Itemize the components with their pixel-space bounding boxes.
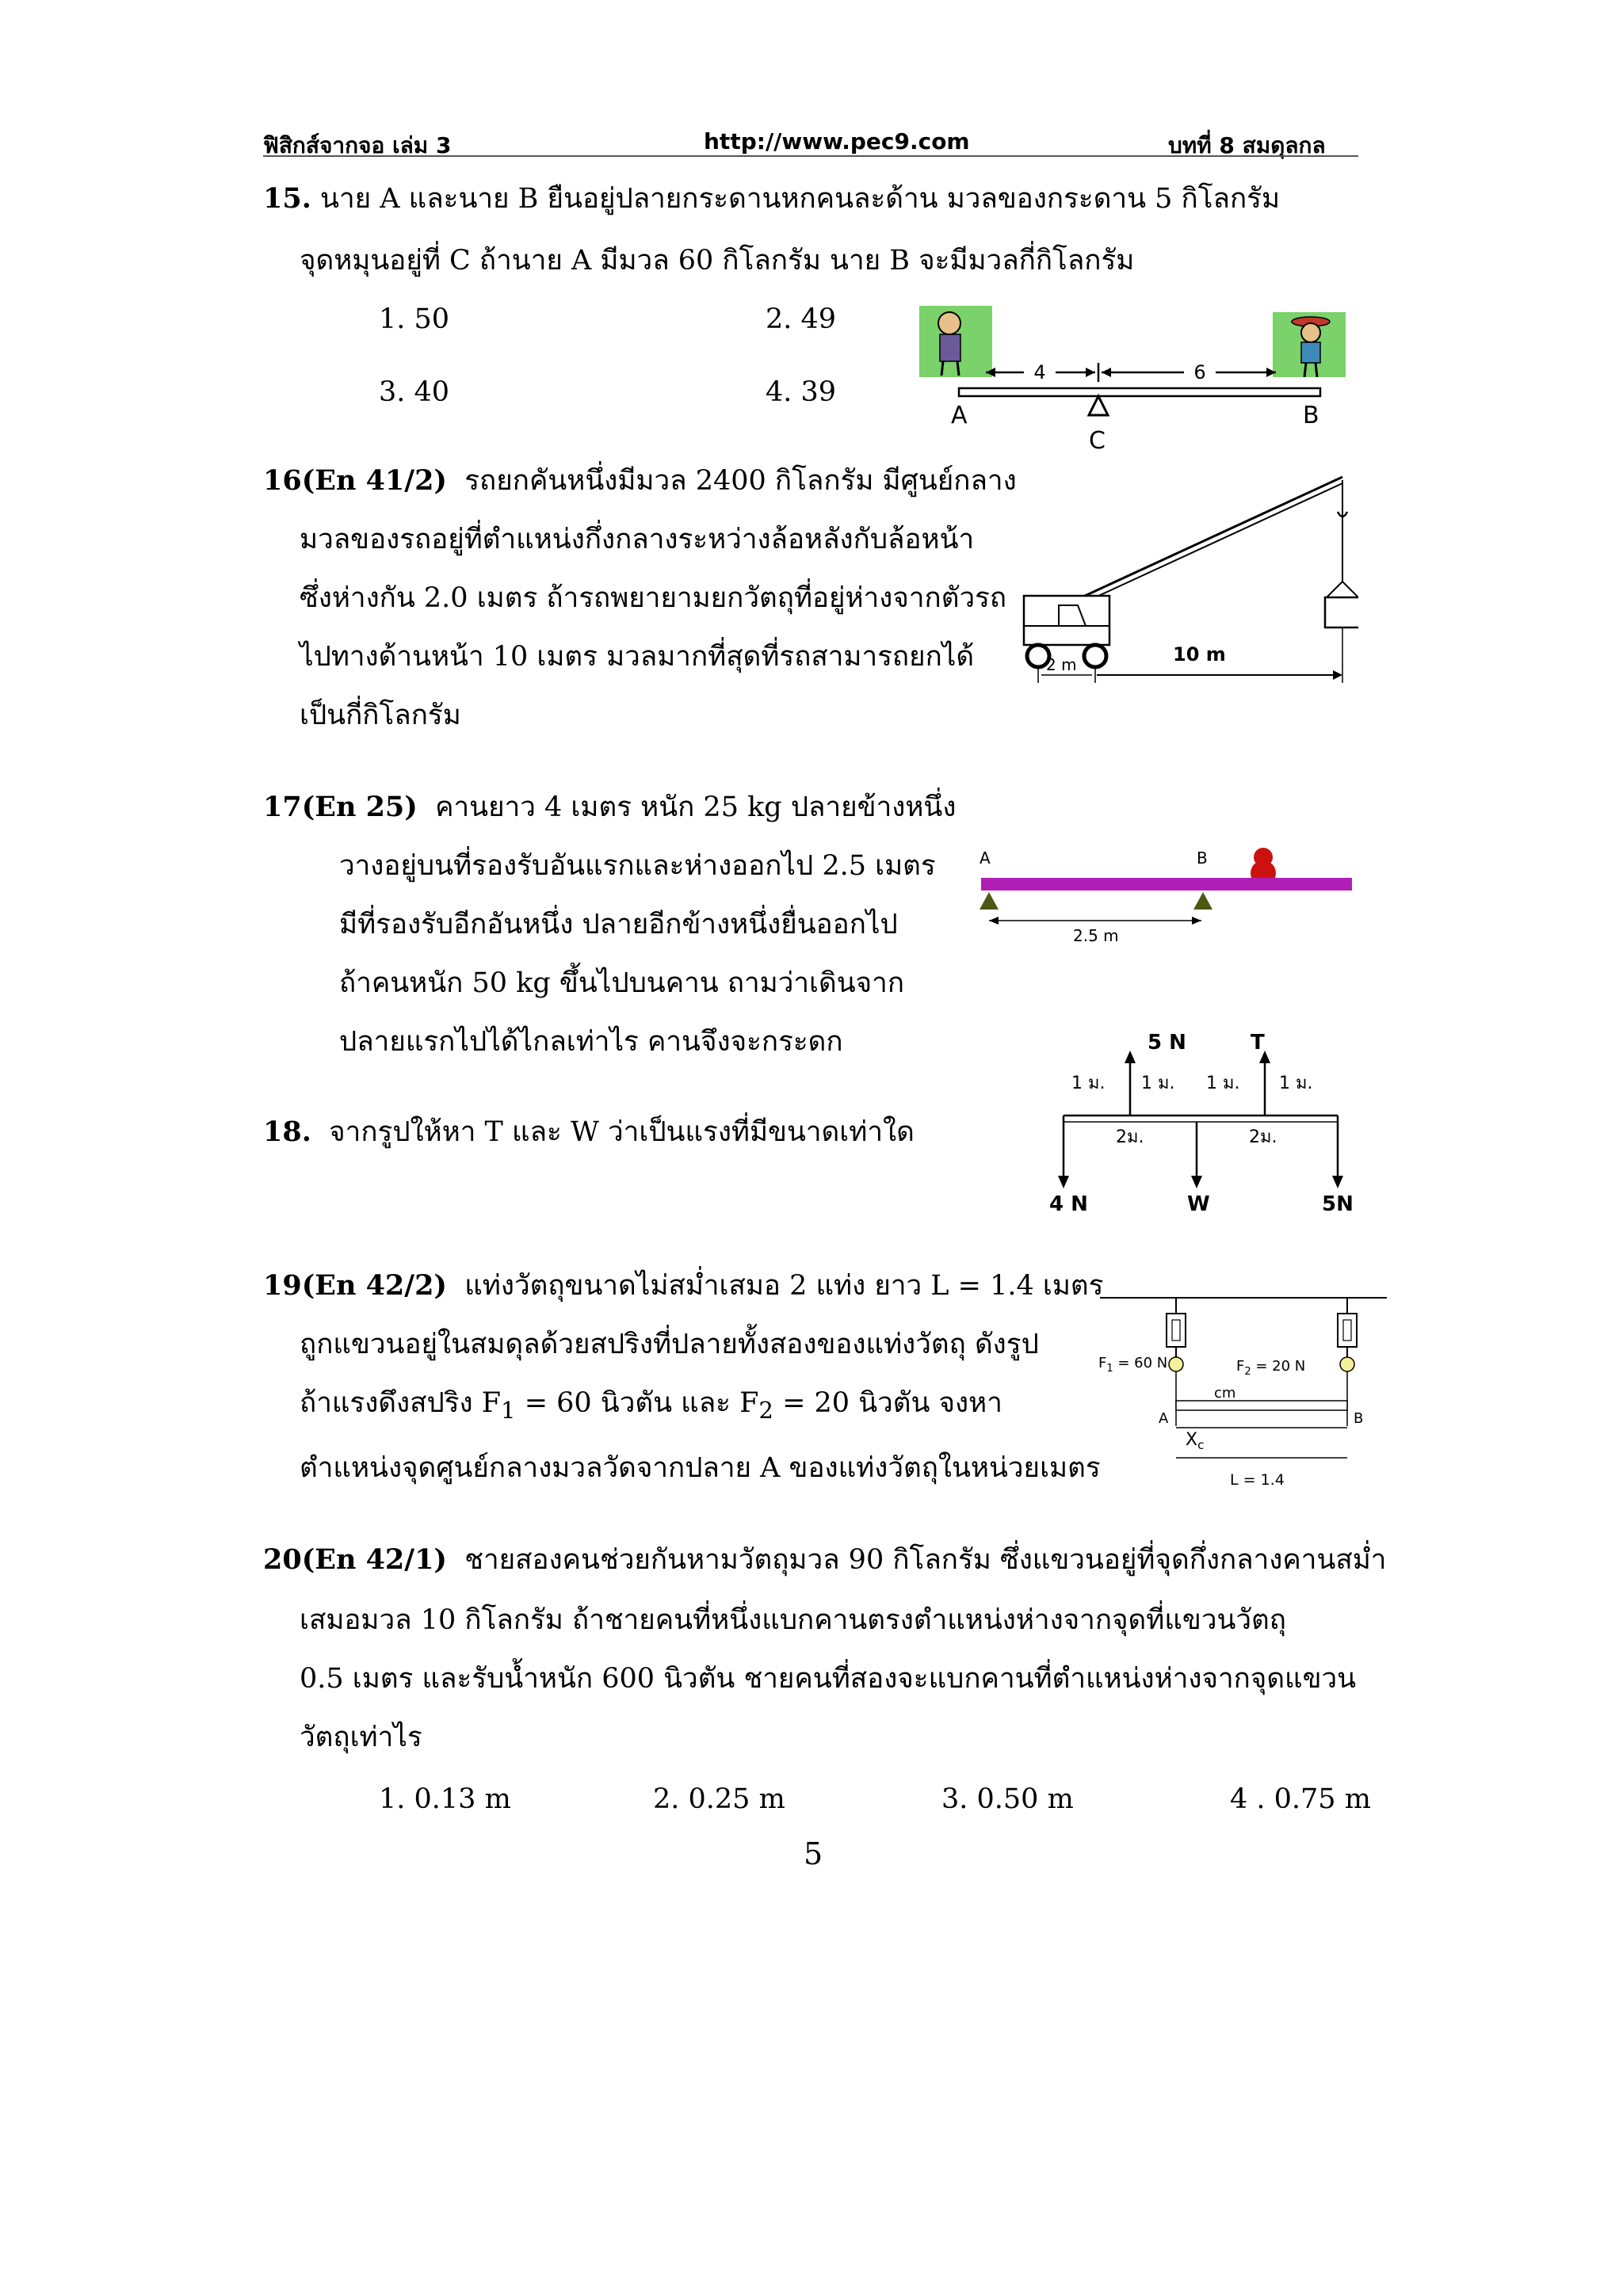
cm-label: cm — [1214, 1385, 1236, 1402]
q19-line4: ตำแหน่งจุดศูนย์กลางมวลวัดจากปลาย A ของแท่งวัตถุในหน่วยเมตร — [300, 1452, 1101, 1484]
q15-text1: นาย A และนาย B ยืนอยู่ปลายกระดานหกคนละด้าน มวลของกระดาน 5 กิโลกรัม — [320, 183, 1281, 215]
f2-label: $F_2 = 20$ N — [1236, 1358, 1306, 1378]
q16-line2: มวลของรถอยู่ที่ตำแหน่งกึ่งกลางระหว่างล้อหลังกับล้อหน้า — [300, 524, 975, 555]
label-b: B — [1197, 849, 1208, 868]
q16-line3: ซึ่งห่างกัน 2.0 เมตร ถ้ารถพยายามยกวัตถุที่อยู่ห่างจากตัวรถ — [300, 582, 1007, 614]
q15-seesaw-figure — [919, 303, 1355, 461]
q19-text3c: = 20 นิวตัน จงหา — [773, 1387, 1002, 1419]
q19-sub2: 2 — [758, 1397, 773, 1424]
label-a: A — [980, 849, 991, 868]
label-a: A — [951, 402, 968, 429]
q19-line2: ถูกแขวนอยู่ในสมดุลด้วยสปริงที่ปลายทั้งสองของแท่งวัตถุ ดังรูป — [300, 1329, 1039, 1360]
dist-4-label: 4 — [1033, 361, 1046, 383]
q19-text3a: ถ้าแรงดึงสปริง F — [300, 1387, 501, 1419]
mid-1-label: 2ม. — [1116, 1127, 1144, 1147]
rod — [1176, 1401, 1347, 1410]
q15-choice-3: 3. 40 — [379, 376, 450, 408]
seesaw-plank — [959, 388, 1320, 396]
q20-choice-3: 3. 0.50 m — [941, 1783, 1074, 1815]
q19-text1: แท่งวัตถุขนาดไม่สม่ำเสมอ 2 แท่ง ยาว L = 1.4 เมตร — [464, 1270, 1104, 1302]
q17-line5: ปลายแรกไปได้ไกลเท่าไร คานจึงจะกระดก — [339, 1026, 843, 1058]
q18-line1 — [263, 1117, 915, 1148]
down-force-2-label: W — [1187, 1192, 1210, 1216]
q17-beam-figure — [976, 832, 1357, 951]
seg-2-label: 1 ม. — [1141, 1074, 1175, 1093]
beam — [981, 878, 1352, 891]
seg-1-label: 1 ม. — [1071, 1074, 1106, 1093]
page-number: 5 — [804, 1836, 823, 1871]
q19-number: 19(En 42/2) — [263, 1269, 447, 1302]
q19-text3b: = 60 นิวตัน และ F — [515, 1387, 759, 1419]
q20-choice-1: 1. 0.13 m — [379, 1783, 511, 1815]
front-wheel — [1084, 645, 1106, 667]
q16-line1 — [263, 466, 1017, 497]
down-force-3-label: 5N — [1322, 1192, 1354, 1216]
q19-line1 — [263, 1271, 1103, 1302]
mid-2-label: 2ม. — [1249, 1127, 1277, 1147]
span-label: 2.5 m — [1073, 926, 1119, 945]
label-b: B — [1354, 1410, 1364, 1427]
length-label: L = 1.4 — [1230, 1471, 1285, 1489]
q16-text1: รถยกคันหนึ่งมีมวล 2400 กิโลกรัม มีศูนย์กลาง — [464, 465, 1017, 497]
q17-text1: คานยาว 4 เมตร หนัก 25 kg ปลายข้างหนึ่ง — [435, 791, 957, 823]
q20-line3: 0.5 เมตร และรับน้ำหนัก 600 นิวตัน ชายคนที่สองจะแบกคานที่ตำแหน่งห่างจากจุดแขวน — [300, 1663, 1357, 1695]
support-b — [1193, 892, 1212, 910]
label-b: B — [1303, 402, 1319, 429]
q17-line4: ถ้าคนหนัก 50 kg ขึ้นไปบนคาน ถามว่าเดินจาก — [339, 967, 905, 999]
q20-choice-4: 4 . 0.75 m — [1230, 1783, 1371, 1815]
up-force-2-label: T — [1251, 1031, 1265, 1055]
header-right: บทที่ 8 สมดุลกล — [1168, 132, 1326, 158]
down-force-1-label: 4 N — [1049, 1192, 1088, 1216]
label-a: A — [1159, 1410, 1169, 1427]
q18-number: 18. — [263, 1116, 311, 1148]
load-box — [1325, 597, 1358, 627]
q16-line4: ไปทางด้านหน้า 10 เมตร มวลมากที่สุดที่รถสามารถยกได้ — [300, 641, 975, 673]
person-b-icon — [1273, 312, 1346, 377]
q15-choice-2: 2. 49 — [766, 303, 837, 335]
header-rule — [263, 155, 1358, 157]
q15-number: 15. — [263, 182, 311, 215]
seg-3-label: 1 ม. — [1206, 1074, 1240, 1093]
person-a-icon — [919, 306, 992, 377]
support-a — [980, 892, 999, 910]
dist-6-label: 6 — [1193, 361, 1206, 383]
q20-choice-2: 2. 0.25 m — [653, 1783, 785, 1815]
q17-line3: มีที่รองรับอีกอันหนึ่ง ปลายอีกข้างหนึ่งยื่นออกไป — [339, 909, 898, 940]
label-c: C — [1089, 427, 1106, 455]
q17-line1 — [263, 792, 956, 823]
q15-line1 — [263, 184, 1280, 215]
up-force-1-label: 5 N — [1148, 1031, 1186, 1055]
q19-line3 — [300, 1388, 1002, 1423]
q15-choice-1: 1. 50 — [379, 303, 450, 335]
q20-line1 — [263, 1545, 1386, 1576]
q16-line5: เป็นกี่กิโลกรัม — [300, 700, 461, 731]
reach-label: 10 m — [1173, 643, 1226, 666]
header-left: ฟิสิกส์จากจอ เล่ม 3 — [263, 132, 452, 158]
q17-line2: วางอยู่บนที่รองรับอันแรกและห่างออกไป 2.5 เมตร — [339, 850, 936, 882]
seg-4-label: 1 ม. — [1279, 1074, 1313, 1093]
q18-text1: จากรูปให้หา T และ W ว่าเป็นแรงที่มีขนาดเท่าใด — [329, 1116, 915, 1148]
q20-line4: วัตถุเท่าไร — [300, 1722, 422, 1753]
q17-number: 17(En 25) — [263, 791, 418, 823]
xc-label: $X_c$ — [1186, 1430, 1205, 1452]
header-url[interactable]: http://www.pec9.com — [704, 128, 970, 154]
q20-number: 20(En 42/1) — [263, 1543, 447, 1576]
pivot-triangle — [1089, 396, 1108, 415]
f1-label: $F_1 = 60$ N — [1098, 1355, 1168, 1375]
q15-line2: จุดหมุนอยู่ที่ C ถ้านาย A มีมวล 60 กิโลกรัม นาย B จะมีมวลกี่กิโลกรัม — [300, 245, 1135, 277]
q16-crane-figure — [1018, 471, 1358, 700]
q20-line2: เสมอมวล 10 กิโลกรัม ถ้าชายคนที่หนึ่งแบกคานตรงตำแหน่งห่างจากจุดที่แขวนวัตถุ — [300, 1604, 1286, 1636]
wheelbase-label: 2 m — [1046, 655, 1077, 674]
q19-sub1: 1 — [501, 1397, 516, 1424]
crane-boom — [1075, 477, 1342, 601]
q19-spring-figure — [1097, 1291, 1390, 1497]
q15-choice-4: 4. 39 — [766, 376, 837, 408]
q20-text1: ชายสองคนช่วยกันหามวัตถุมวล 90 กิโลกรัม ซึ่งแขวนอยู่ที่จุดกึ่งกลางคานสม่ำ — [464, 1544, 1387, 1576]
q16-number: 16(En 41/2) — [263, 464, 447, 497]
q18-force-figure — [1043, 1027, 1360, 1217]
